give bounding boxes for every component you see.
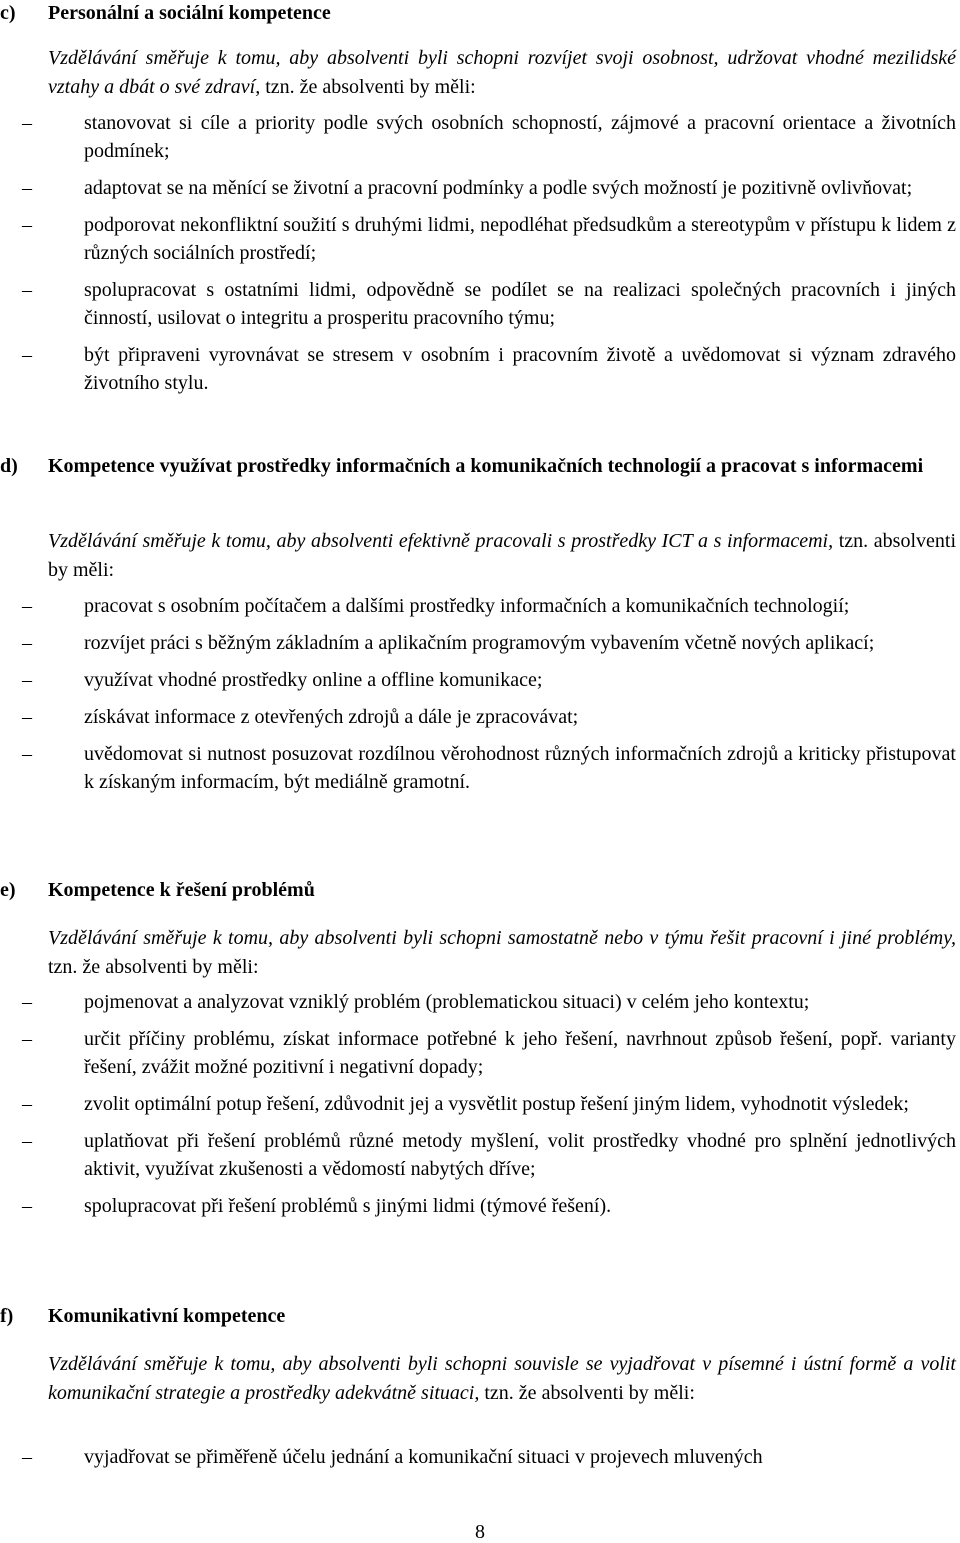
list-dash: – — [22, 595, 32, 617]
list-item — [0, 1090, 956, 1118]
intro-italic: Vzdělávání směřuje k tomu, aby absolventi byli schopni souvisle se vyjadřovat v písemné i ústní formě a volit komunikační strategie a prostředky adekvátně situaci, — [48, 1353, 956, 1404]
item-list — [0, 988, 956, 1220]
intro-plain: tzn. že absolventi by měli: — [260, 76, 476, 98]
section-intro — [48, 924, 956, 982]
list-dash: – — [22, 112, 32, 134]
list-item-text: pracovat s osobním počítačem a dalšími prostředky informačních a komunikačních technologií; — [84, 595, 850, 617]
list-dash: – — [22, 632, 32, 654]
section-title: Kompetence k řešení problémů — [48, 879, 315, 901]
list-item-text: uvědomovat si nutnost posuzovat rozdílnou věrohodnost různých informačních zdrojů a kriticky přistupovat k získaným informacím, být mediálně gramotní. — [84, 743, 956, 793]
list-dash: – — [22, 743, 32, 765]
list-dash: – — [22, 706, 32, 728]
item-list — [0, 592, 956, 796]
section-d — [0, 452, 956, 480]
section-intro — [48, 527, 956, 585]
section-letter: d) — [0, 455, 18, 477]
section-c — [0, 0, 956, 27]
list-item — [0, 740, 956, 796]
list-item — [0, 592, 956, 620]
list-item — [0, 211, 956, 267]
list-dash: – — [22, 214, 32, 236]
list-item — [0, 174, 956, 202]
section-heading — [0, 0, 956, 27]
list-item — [0, 1127, 956, 1183]
list-item — [0, 1025, 956, 1081]
list-item-text: podporovat nekonfliktní soužití s druhými lidmi, nepodléhat předsudkům a stereotypům v přístupu k lidem z různých sociálních prostředí; — [84, 214, 956, 264]
section-intro — [48, 1350, 956, 1408]
section-e — [0, 877, 956, 904]
list-dash: – — [22, 344, 32, 366]
list-item-text: získávat informace z otevřených zdrojů a dále je zpracovávat; — [84, 706, 579, 728]
list-dash: – — [22, 1130, 32, 1152]
list-item-text: vyjadřovat se přiměřeně účelu jednání a komunikační situaci v projevech mluvených — [84, 1446, 763, 1468]
list-item-text: pojmenovat a analyzovat vzniklý problém (problematickou situaci) v celém jeho kontextu; — [84, 991, 810, 1013]
list-item-text: stanovovat si cíle a priority podle svých osobních schopností, zájmové a pracovní orientace a životních podmínek; — [84, 112, 956, 162]
section-title: Personální a sociální kompetence — [48, 2, 331, 24]
list-item — [0, 341, 956, 397]
list-item-text: zvolit optimální potup řešení, zdůvodnit jej a vysvětlit postup řešení jiným lidem, vyhodnotit výsledek; — [84, 1093, 909, 1115]
intro-plain: tzn. že absolventi by měli: — [48, 956, 259, 978]
list-dash: – — [22, 991, 32, 1013]
list-dash: – — [22, 669, 32, 691]
list-dash: – — [22, 1195, 32, 1217]
section-letter: f) — [0, 1305, 14, 1327]
list-item-text: spolupracovat při řešení problémů s jinými lidmi (týmové řešení). — [84, 1195, 612, 1217]
list-item — [0, 276, 956, 332]
list-item — [0, 703, 956, 731]
list-dash: – — [22, 177, 32, 199]
list-item-text: určit příčiny problému, získat informace potřebné k jeho řešení, navrhnout způsob řešení, popř. varianty řešení, zvážit možné pozitivní i negativní dopady; — [84, 1028, 956, 1078]
section-title: Komunikativní kompetence — [48, 1305, 286, 1327]
list-dash: – — [22, 279, 32, 301]
list-item-text: adaptovat se na měnící se životní a pracovní podmínky a podle svých možností je pozitivně ovlivňovat; — [84, 177, 913, 199]
list-item — [0, 666, 956, 694]
item-list — [0, 109, 956, 397]
list-item-text: být připraveni vyrovnávat se stresem v osobním i pracovním životě a uvědomovat si význam zdravého životního stylu. — [84, 344, 956, 394]
section-heading — [0, 877, 956, 904]
section-letter: c) — [0, 2, 16, 24]
section-title: Kompetence využívat prostředky informačních a komunikačních technologií a pracovat s informacemi — [48, 455, 924, 477]
intro-plain: tzn. že absolventi by měli: — [479, 1382, 695, 1404]
list-item-text: využívat vhodné prostředky online a offline komunikace; — [84, 669, 543, 691]
section-heading — [0, 452, 956, 480]
list-item-text: uplatňovat při řešení problémů různé metody myšlení, volit prostředky vhodné pro splnění jednotlivých aktivit, využívat zkušenosti a vědomostí nabytých dříve; — [84, 1130, 956, 1180]
list-item — [0, 1192, 956, 1220]
list-item-text: spolupracovat s ostatními lidmi, odpovědně se podílet se na realizaci společných pracovních i jiných činností, usilovat o integritu a prosperitu pracovního týmu; — [84, 279, 956, 329]
list-item-text: rozvíjet práci s běžným základním a aplikačním programovým vybavením včetně nových aplikací; — [84, 632, 875, 654]
list-item — [0, 988, 956, 1016]
section-f — [0, 1303, 956, 1330]
list-dash: – — [22, 1093, 32, 1115]
list-dash: – — [22, 1446, 32, 1468]
list-dash: – — [22, 1028, 32, 1050]
intro-plain: tzn. absolventi by měli: — [48, 530, 957, 581]
intro-italic: Vzdělávání směřuje k tomu, aby absolventi byli schopni samostatně nebo v týmu řešit pracovní i jiné problémy, — [48, 927, 956, 949]
intro-italic: Vzdělávání směřuje k tomu, aby absolventi byli schopni rozvíjet svoji osobnost, udržovat vhodné mezilidské vztahy a dbát o své zdraví, — [48, 47, 956, 98]
intro-italic: Vzdělávání směřuje k tomu, aby absolventi efektivně pracovali s prostředky ICT a s informacemi, — [48, 530, 834, 552]
list-item — [0, 109, 956, 165]
section-letter: e) — [0, 879, 16, 901]
section-intro — [48, 44, 956, 102]
section-heading — [0, 1303, 956, 1330]
page-number: 8 — [475, 1521, 485, 1543]
list-item — [0, 1443, 956, 1471]
list-item — [0, 629, 956, 657]
item-list — [0, 1443, 956, 1471]
